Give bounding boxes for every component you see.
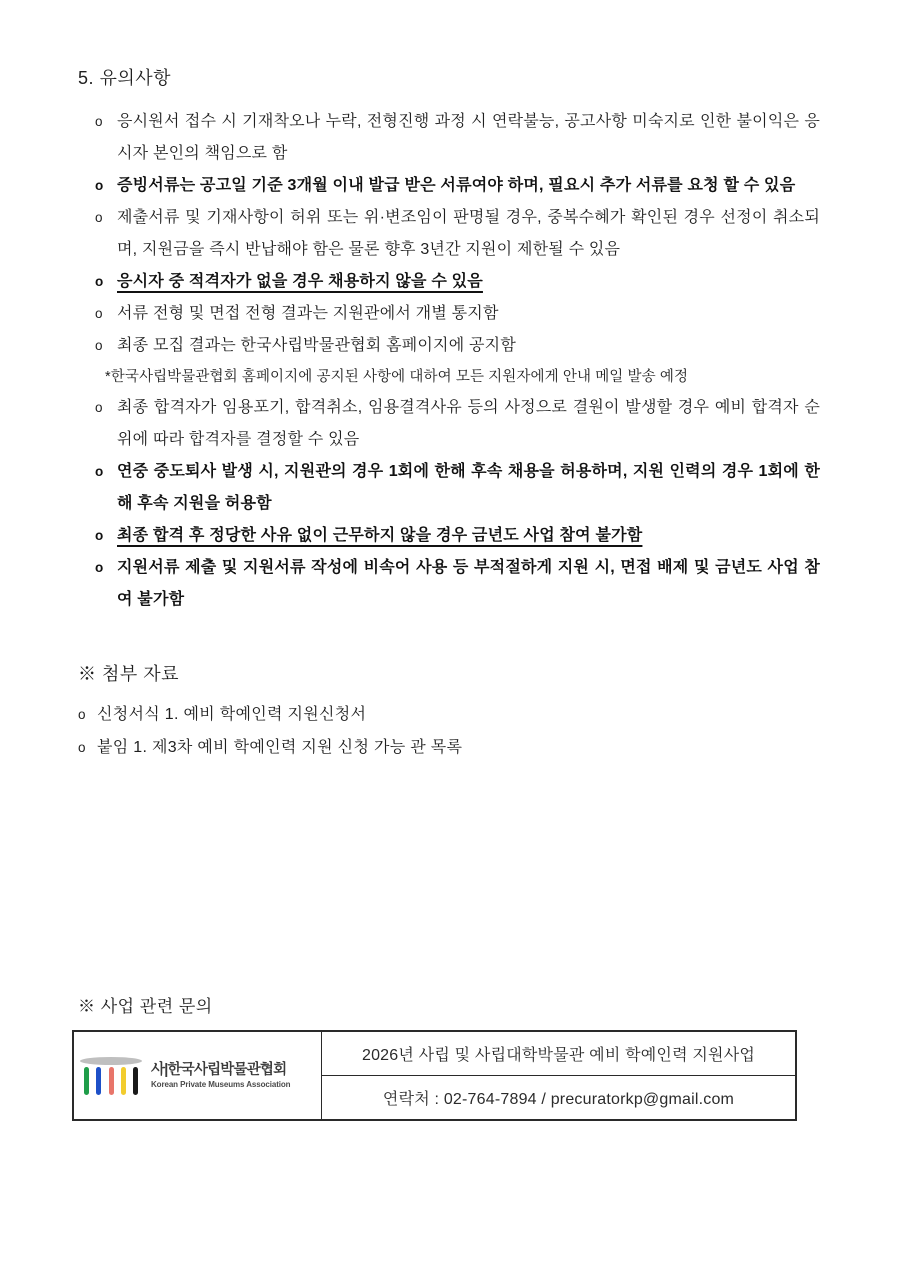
org-logo <box>80 1057 317 1095</box>
museum-pillars-logo-icon <box>80 1057 142 1095</box>
org-name-english: Korean Private Museums Association <box>151 1079 291 1089</box>
bullet-marker: o <box>78 740 86 755</box>
contact-cell: 연락처 : 02-764-7894 / precuratorkp@gmail.com <box>322 1076 797 1121</box>
item-text: 최종 합격 후 정당한 사유 없이 근무하지 않을 경우 금년도 사업 참여 불가함 <box>117 527 643 544</box>
org-logo-cell <box>73 1031 322 1120</box>
bullet-marker: o <box>95 274 104 289</box>
bullet-marker: o <box>95 464 104 479</box>
item-text: 응시자 중 적격자가 없을 경우 채용하지 않을 수 있음 <box>117 273 483 290</box>
bullet-marker: o <box>78 707 86 722</box>
logo-pillar-black <box>133 1067 138 1095</box>
item-text: 서류 전형 및 면접 전형 결과는 지원관에서 개별 통지함 <box>117 305 499 322</box>
logo-pillar-red <box>109 1067 114 1095</box>
item-text: 최종 모집 결과는 한국사립박물관협회 홈페이지에 공지함 <box>117 337 516 354</box>
item-text: 증빙서류는 공고일 기준 3개월 이내 발급 받은 서류여야 하며, 필요시 추가 서류를 요청 할 수 있음 <box>117 177 796 194</box>
list-item <box>95 266 820 298</box>
inquiry-section-title: ※ 사업 관련 문의 <box>78 997 213 1016</box>
list-item <box>95 552 820 616</box>
logo-pillar-blue <box>96 1067 101 1095</box>
bullet-marker: o <box>95 560 104 575</box>
bullet-marker: o <box>95 528 104 543</box>
list-item <box>95 330 820 362</box>
logo-pillars <box>80 1067 142 1095</box>
notes-list <box>95 106 820 616</box>
logo-pillar-green <box>84 1067 89 1095</box>
section-notes <box>78 64 820 616</box>
list-item <box>95 456 820 520</box>
item-text: 제출서류 및 기재사항이 허위 또는 위·변조임이 판명될 경우, 중복수혜가 확인된 경우 선정이 취소되며, 지원금을 즉시 반납해야 함은 물론 향후 3년간 지원이 제한될 수 있음 <box>117 209 820 258</box>
list-item <box>95 170 820 202</box>
item-text: 연중 중도퇴사 발생 시, 지원관의 경우 1회에 한해 후속 채용을 허용하며, 지원 인력의 경우 1회에 한해 후속 지원을 허용함 <box>117 463 820 512</box>
list-item <box>95 298 820 330</box>
bullet-marker: o <box>95 338 103 353</box>
footnote: *한국사립박물관협회 홈페이지에 공지된 사항에 대하여 모든 지원자에게 안내 메일 발송 예정 <box>105 369 689 385</box>
logo-pillar-yellow <box>121 1067 126 1095</box>
item-text: 응시원서 접수 시 기재착오나 누락, 전형진행 과정 시 연락불능, 공고사항 미숙지로 인한 불이익은 응시자 본인의 책임으로 함 <box>117 113 820 162</box>
logo-roof <box>80 1057 142 1065</box>
bullet-marker: o <box>95 306 103 321</box>
list-item <box>95 520 820 552</box>
attachment-item <box>78 698 820 731</box>
bullet-marker: o <box>95 210 103 225</box>
attachment-item <box>78 731 820 764</box>
list-item <box>95 106 820 170</box>
list-item <box>95 392 820 456</box>
attachment-text: 붙임 1. 제3차 예비 학예인력 지원 신청 가능 관 목록 <box>97 739 463 756</box>
item-text: 최종 합격자가 임용포기, 합격취소, 임용결격사유 등의 사정으로 결원이 발생할 경우 예비 합격자 순위에 따라 합격자를 결정할 수 있음 <box>117 399 820 448</box>
program-title-cell: 2026년 사립 및 사립대학박물관 예비 학예인력 지원사업 <box>322 1031 797 1076</box>
bullet-marker: o <box>95 400 103 415</box>
org-name-block <box>151 1062 317 1090</box>
contact-table <box>72 1030 797 1121</box>
section-attachments <box>78 660 820 764</box>
bullet-marker: o <box>95 114 103 129</box>
bullet-marker: o <box>95 178 104 193</box>
list-item <box>95 202 820 266</box>
attachments-section-title: ※ 첨부 자료 <box>78 664 180 684</box>
section-inquiry <box>78 992 820 1121</box>
org-name-korean: 사|한국사립박물관협회 <box>151 1061 287 1078</box>
attachment-text: 신청서식 1. 예비 학예인력 지원신청서 <box>97 706 367 723</box>
notes-section-title: 5. 유의사항 <box>78 68 172 88</box>
item-text: 지원서류 제출 및 지원서류 작성에 비속어 사용 등 부적절하게 지원 시, 면접 배제 및 금년도 사업 참여 불가함 <box>117 559 820 608</box>
